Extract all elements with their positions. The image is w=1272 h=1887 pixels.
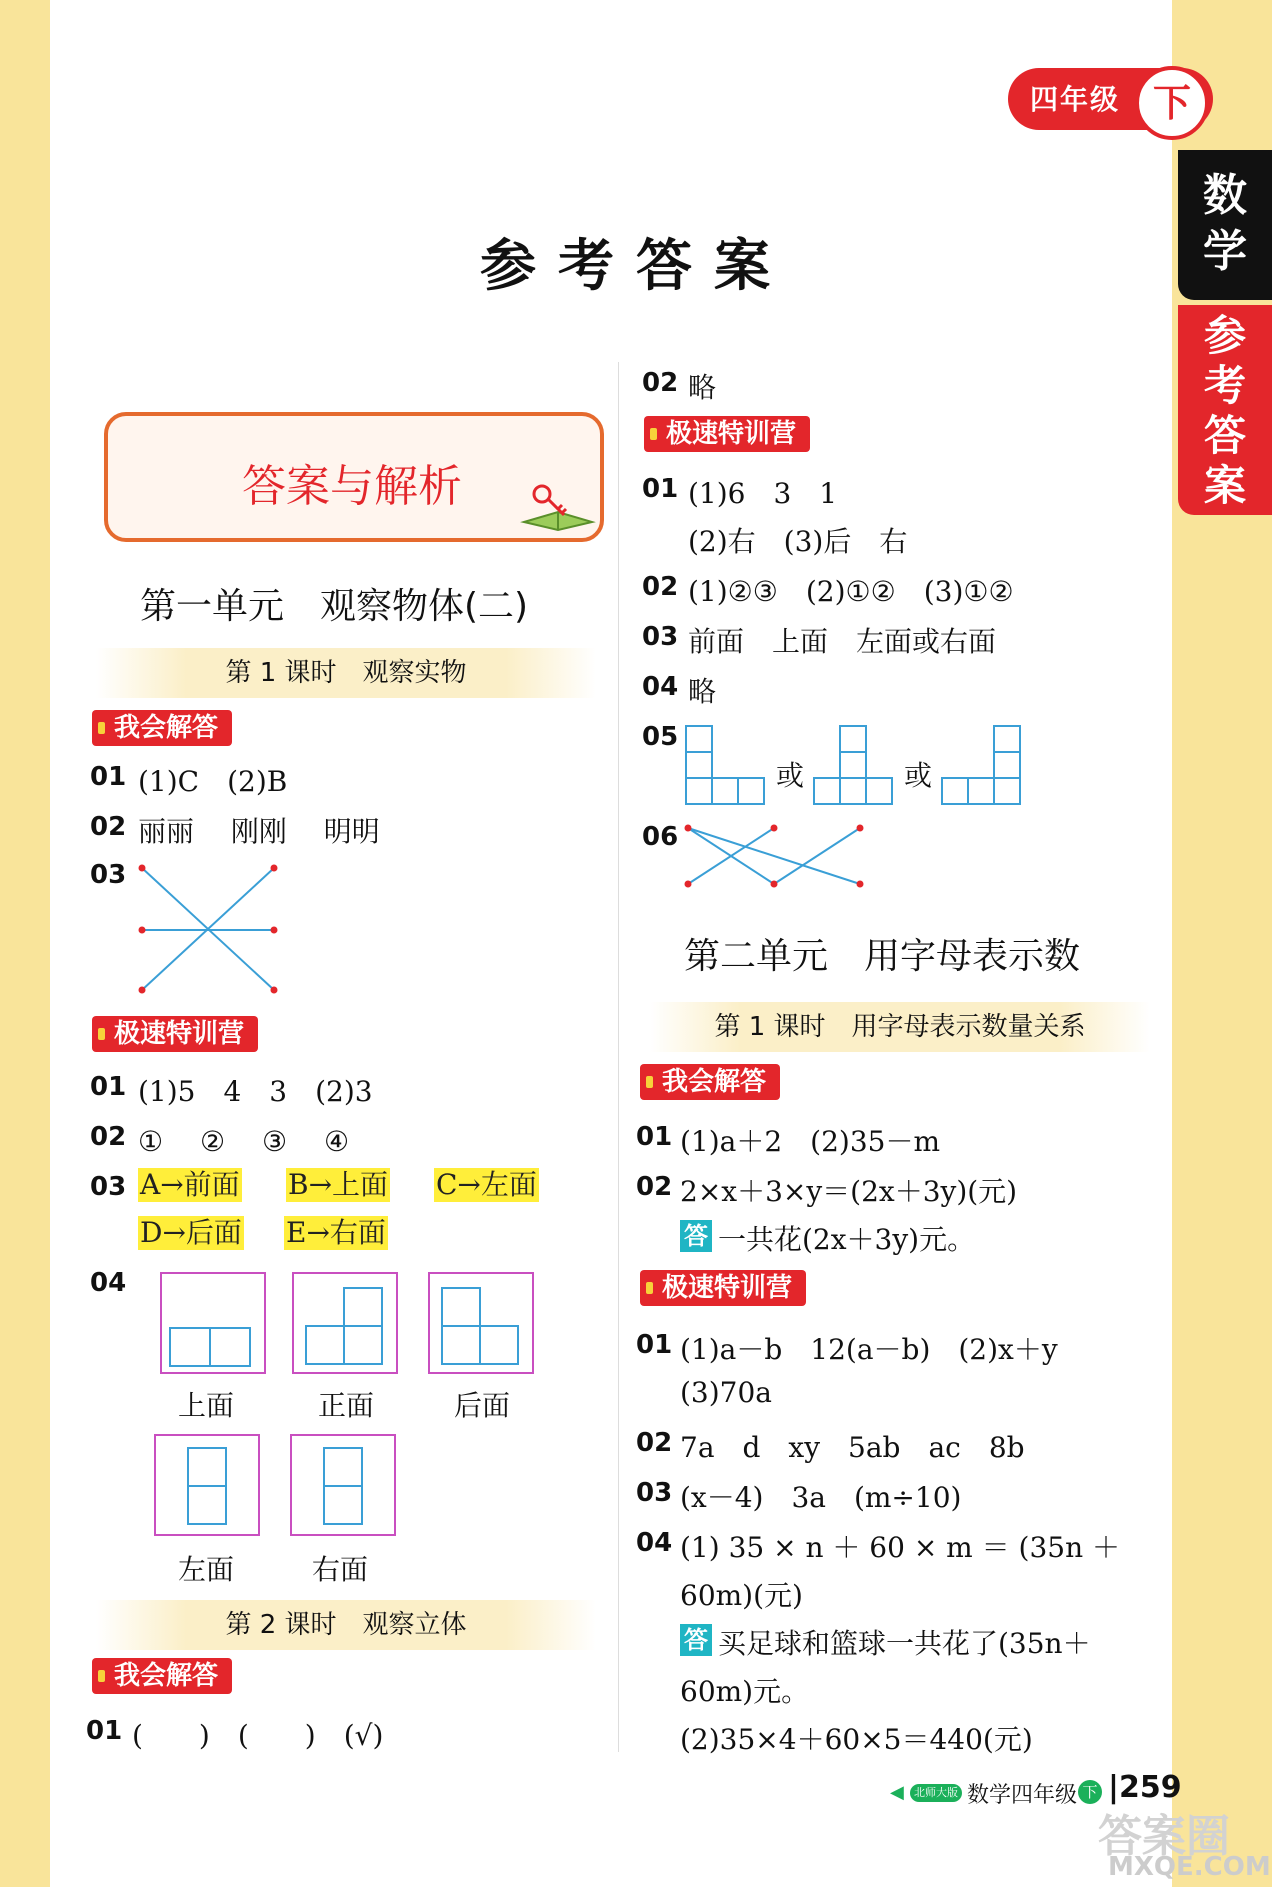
answer-text: 60m)元。 <box>680 1675 810 1708</box>
watermark-url: MXQE.COM <box>1108 1852 1271 1882</box>
view-top-figure <box>160 1272 268 1376</box>
view-label: 后面 <box>454 1389 511 1422</box>
q-num: 01 <box>636 1330 673 1360</box>
banner-box <box>104 412 604 542</box>
section-char-4: 案 <box>1203 461 1246 510</box>
lesson1-header-unit2: 第 1 课时 用字母表示数量关系 <box>650 1002 1150 1052</box>
answer-text: (1)a－b 12(a－b) (2)x＋y <box>680 1333 1058 1366</box>
tag-wohui-jieda: 我会解答 <box>92 710 232 746</box>
q-num: 02 <box>642 368 679 398</box>
answer-text: (3)70a <box>680 1376 772 1409</box>
q-num: 02 <box>642 572 679 602</box>
q-num: 01 <box>636 1122 673 1152</box>
highlight-answer: B→上面 <box>288 1168 389 1201</box>
highlight-answer: E→右面 <box>286 1216 386 1249</box>
term-circle: 下 <box>1135 66 1209 140</box>
q-num: 03 <box>90 860 127 890</box>
grade-label: 四年级 <box>1030 83 1121 116</box>
cube-figure-a <box>684 724 768 806</box>
page-number: |259 <box>1108 1770 1182 1805</box>
section-char-2: 考 <box>1203 361 1246 410</box>
q-num: 03 <box>90 1172 127 1202</box>
subject-char-1: 数 <box>1203 170 1247 221</box>
q-num: 02 <box>636 1172 673 1202</box>
answer-text: (2)35×4＋60×5＝440(元) <box>680 1723 1033 1756</box>
matching-diagram-1 <box>136 862 286 996</box>
unit1-title: 第一单元 观察物体(二) <box>140 586 529 627</box>
answer-text: (1)C (2)B <box>138 765 288 798</box>
q-num: 06 <box>642 822 679 852</box>
q-num: 04 <box>642 672 679 702</box>
or-text: 或 <box>776 759 805 792</box>
answer-text: ( ) ( ) (√) <box>132 1719 384 1752</box>
banner-text: 答案与解析 <box>242 461 462 512</box>
edition-badge: 北师大版 <box>910 1784 962 1802</box>
lesson2-header: 第 2 课时 观察立体 <box>96 1600 596 1650</box>
answer-text: 略 <box>688 675 717 708</box>
section-tab <box>1178 305 1272 515</box>
answer-text: 前面 上面 左面或右面 <box>688 625 997 658</box>
answer-marker: 答 <box>680 1624 712 1656</box>
footer-term-badge: 下 <box>1078 1780 1102 1804</box>
or-text: 或 <box>904 759 933 792</box>
footer-arrow-icon: ◀ <box>890 1782 904 1803</box>
q-num: 01 <box>86 1716 123 1746</box>
q-num: 03 <box>636 1478 673 1508</box>
lesson1-header: 第 1 课时 观察实物 <box>96 648 596 698</box>
answer-text: 略 <box>688 371 717 404</box>
view-back-figure <box>428 1272 536 1376</box>
watermark-brand: 答案圈 <box>1098 1811 1230 1862</box>
answer-text: ① ② ③ ④ <box>138 1125 350 1158</box>
highlight-answer: A→前面 <box>140 1168 240 1201</box>
q-num: 05 <box>642 722 679 752</box>
answer-text: 买足球和篮球一共花了(35n＋ <box>718 1627 1091 1660</box>
highlight-answer: D→后面 <box>140 1216 242 1249</box>
q-num: 04 <box>636 1528 673 1558</box>
book-key-icon <box>518 482 598 532</box>
q-num: 02 <box>636 1428 673 1458</box>
q-num: 01 <box>90 762 127 792</box>
tag-jisu-teixunying: 极速特训营 <box>640 1270 806 1306</box>
section-char-3: 答 <box>1203 411 1246 460</box>
subject-char-2: 学 <box>1203 226 1247 277</box>
unit2-title: 第二单元 用字母表示数 <box>684 936 1081 977</box>
q-num: 03 <box>642 622 679 652</box>
answer-text: 2×x＋3×y＝(2x＋3y)(元) <box>680 1175 1018 1208</box>
answer-marker: 答 <box>680 1220 712 1252</box>
answer-text: 7a d xy 5ab ac 8b <box>680 1431 1025 1464</box>
answer-text: (1)6 3 1 <box>688 477 838 510</box>
tag-wohui-jieda: 我会解答 <box>640 1064 780 1100</box>
answer-text: (1)a＋2 (2)35－m <box>680 1125 941 1158</box>
q-num: 01 <box>642 474 679 504</box>
answer-text: (2)右 (3)后 右 <box>688 525 908 558</box>
section-char-1: 参 <box>1203 311 1246 360</box>
view-label: 右面 <box>312 1553 369 1586</box>
tag-wohui-jieda: 我会解答 <box>92 1658 232 1694</box>
highlight-answer: C→左面 <box>436 1168 537 1201</box>
view-label: 左面 <box>178 1553 235 1586</box>
q-num: 04 <box>90 1268 127 1298</box>
tag-jisu-teixunying: 极速特训营 <box>92 1016 258 1052</box>
q-num: 02 <box>90 1122 127 1152</box>
q-num: 02 <box>90 812 127 842</box>
cube-figure-b <box>812 724 896 806</box>
cube-figure-c <box>940 724 1024 806</box>
view-label: 正面 <box>318 1389 375 1422</box>
view-label: 上面 <box>178 1389 235 1422</box>
answer-text: (1) 35 × n ＋ 60 × m ＝ (35n ＋ <box>680 1531 1121 1564</box>
page-title: 参考答案 <box>480 234 792 299</box>
answer-text: (x－4) 3a (m÷10) <box>680 1481 962 1514</box>
matching-diagram-2 <box>684 822 864 892</box>
view-right-figure <box>290 1434 398 1538</box>
view-left-figure <box>154 1434 262 1538</box>
view-front-figure <box>292 1272 400 1376</box>
answer-text: (1)5 4 3 (2)3 <box>138 1075 373 1108</box>
answer-text: (1)②③ (2)①② (3)①② <box>688 575 1014 608</box>
answer-text: 一共花(2x＋3y)元。 <box>718 1223 976 1256</box>
answer-text: 60m)(元) <box>680 1579 803 1612</box>
column-divider <box>618 362 619 1752</box>
footer-book-title: 数学四年级 <box>967 1783 1078 1808</box>
tag-jisu-teixunying: 极速特训营 <box>644 416 810 452</box>
answer-text: 丽丽 刚刚 明明 <box>138 815 380 848</box>
q-num: 01 <box>90 1072 127 1102</box>
